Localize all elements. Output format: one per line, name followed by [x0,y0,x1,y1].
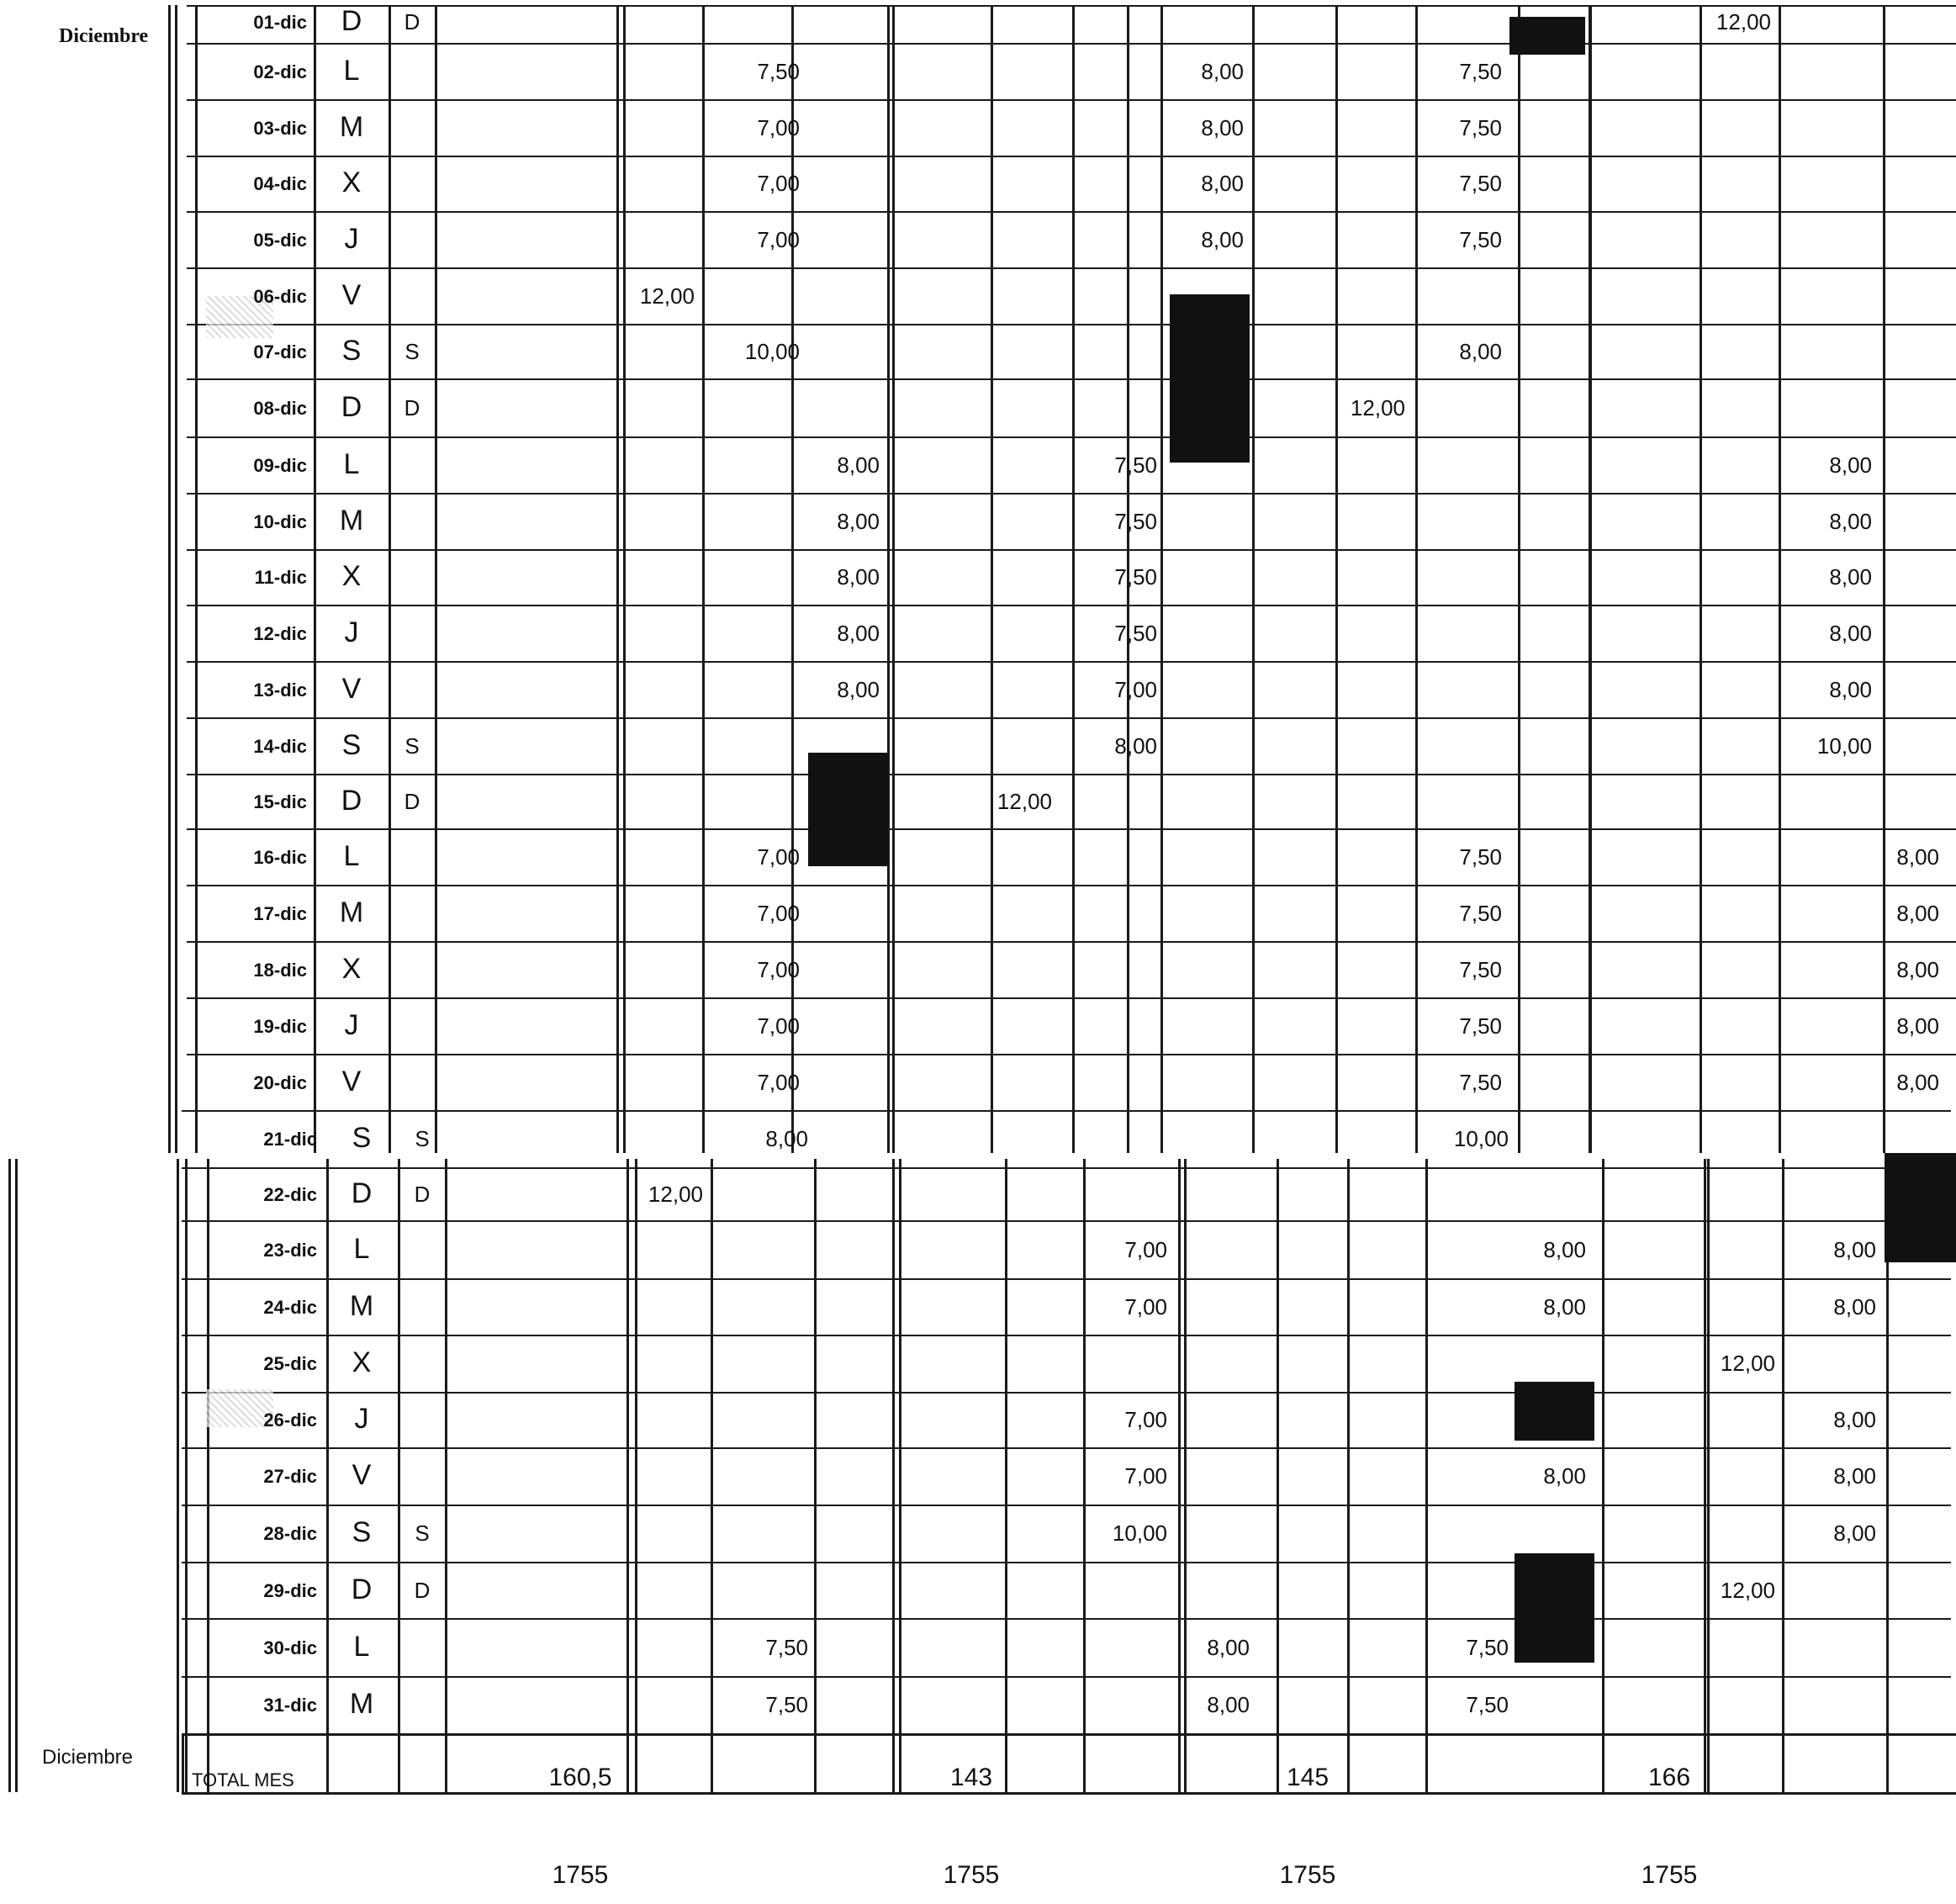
weekday-cell: D [351,1177,373,1209]
weekday-cell: S [352,1516,372,1548]
hours-cell: 7,00 [1124,1407,1167,1432]
hours-cell: 8,00 [1201,114,1244,140]
column-divider [892,5,895,1153]
row-separator [182,1110,1951,1112]
row-separator [187,549,1956,551]
row-separator [187,43,1956,45]
hours-cell: 8,00 [1829,508,1872,534]
column-divider [168,5,171,1153]
weekday-cell: X [341,560,362,592]
date-cell: 05-dic [253,229,307,251]
weekend-mark: S [415,1126,430,1151]
row-separator [187,885,1956,886]
redacted-cell [1885,1153,1956,1262]
month-label-bottom: Diciembre [42,1746,134,1769]
row-separator [187,1054,1956,1055]
column-divider [195,5,198,1153]
hours-cell: 8,00 [1543,1463,1586,1489]
date-cell: 30-dic [263,1637,317,1658]
date-cell: 25-dic [263,1353,317,1374]
hours-cell: 8,00 [837,564,880,590]
weekday-cell: J [344,616,359,648]
hours-cell: 8,00 [1543,1407,1586,1432]
weekday-cell: S [352,1122,372,1154]
weekday-cell: D [341,4,362,37]
date-cell: 19-dic [253,1015,307,1037]
column-divider [892,1159,895,1792]
weekend-mark: S [404,733,420,759]
annual-total: 1755 [1641,1861,1698,1889]
column-divider [635,1159,637,1792]
hours-cell: 12,00 [1350,394,1405,420]
hours-cell: 7,50 [1459,114,1502,140]
column-divider [175,5,177,1153]
weekday-cell: X [341,167,362,198]
hours-cell: 7,50 [1459,900,1502,926]
weekday-cell: V [341,278,362,311]
row-separator [187,211,1956,213]
column-divider [899,1159,901,1792]
hours-cell: 10,00 [1112,1521,1167,1546]
weekday-cell: D [341,784,362,817]
column-divider [1335,5,1338,1153]
weekday-cell: L [343,839,360,872]
hours-cell: 7,50 [1459,58,1502,84]
column-divider [398,1159,400,1792]
weekday-cell: V [341,1065,362,1097]
date-cell: 27-dic [263,1466,317,1487]
hours-cell: 12,00 [997,788,1052,814]
hours-cell: 8,00 [1896,1013,1939,1039]
date-cell: 16-dic [253,846,307,868]
column-divider [15,1159,18,1792]
column-divider [1347,1159,1350,1792]
column-divider [185,1159,188,1792]
hours-cell: 7,50 [757,58,800,84]
hours-cell: 7,00 [757,226,800,252]
hours-cell: 12,00 [1720,1577,1775,1603]
row-separator [187,99,1956,101]
month-label-top: Diciembre [59,25,149,47]
hours-cell: 8,00 [1833,1463,1876,1489]
row-separator [187,828,1956,830]
row-separator [182,1733,1956,1736]
weekday-cell: M [349,1289,374,1322]
hours-cell: 12,00 [639,283,695,309]
weekday-cell: V [341,672,362,705]
column-divider [1083,1159,1086,1792]
date-cell: 17-dic [253,902,307,924]
date-cell: 22-dic [263,1183,317,1205]
weekday-cell: J [344,1008,359,1041]
hours-cell: 7,50 [1114,508,1157,534]
row-separator [187,941,1956,943]
hours-cell: 8,00 [1896,956,1939,982]
hours-cell: 7,50 [1114,564,1157,590]
hours-cell: 7,00 [1124,1293,1167,1320]
date-cell: 28-dic [263,1523,317,1544]
month-total: 143 [949,1764,993,1791]
hours-cell: 8,00 [1207,1634,1250,1660]
hours-cell: 7,50 [1459,171,1502,196]
hours-cell: 8,00 [1829,676,1872,702]
date-cell: 18-dic [253,959,307,981]
date-cell: 13-dic [253,679,307,701]
date-cell: 08-dic [253,397,307,419]
hours-cell: 7,00 [1124,1463,1167,1489]
hours-cell: 7,00 [757,1069,800,1095]
weekday-cell: M [339,110,364,143]
row-separator [187,493,1956,495]
date-cell: 02-dic [253,61,307,82]
row-separator [187,774,1956,775]
weekend-mark: D [404,394,420,420]
total-line [182,1792,1956,1795]
date-cell: 14-dic [253,735,307,757]
row-separator [187,661,1956,663]
column-divider [814,1159,817,1792]
row-separator [187,156,1956,157]
column-divider [702,5,705,1153]
column-divider [435,5,437,1153]
row-separator [187,436,1956,438]
row-separator [187,997,1956,999]
hours-cell: 8,00 [1896,844,1939,870]
annual-total: 1755 [943,1861,1000,1889]
column-divider [389,5,391,1153]
hours-cell: 8,00 [765,1126,808,1151]
hours-cell: 8,00 [1114,733,1157,759]
month-total: 145 [1286,1764,1330,1791]
weekday-cell: X [352,1346,372,1378]
hours-cell: 8,00 [1201,226,1244,252]
date-cell: 12-dic [253,622,307,644]
date-cell: 01-dic [253,11,307,33]
hours-cell: 8,00 [1459,338,1502,364]
row-separator [187,378,1956,380]
hours-cell: 8,00 [1201,171,1244,196]
date-cell: 03-dic [253,117,307,139]
column-divider [1602,1159,1604,1792]
column-divider [314,5,316,1153]
hours-cell: 8,00 [1833,1407,1876,1432]
date-cell: 23-dic [263,1239,317,1261]
weekday-cell: J [354,1403,369,1435]
hours-cell: 7,00 [757,956,800,982]
row-separator [187,267,1956,269]
column-divider [1415,5,1418,1153]
date-cell: 10-dic [253,510,307,532]
date-cell: 24-dic [263,1296,317,1318]
annual-total: 1755 [1279,1861,1336,1889]
hours-cell: 8,00 [837,508,880,534]
date-cell: 06-dic [253,285,307,307]
row-separator [187,717,1956,719]
weekday-cell: M [339,504,364,537]
date-cell: 15-dic [253,791,307,812]
month-total: 166 [1647,1764,1691,1791]
column-divider [1277,1159,1279,1792]
date-cell: 11-dic [254,567,307,588]
hours-cell: 8,00 [1833,1293,1876,1320]
column-divider [177,1159,179,1792]
column-divider [1425,1159,1428,1792]
column-divider [1704,1159,1706,1792]
date-cell: 21-dic [263,1129,317,1150]
row-separator [187,324,1956,325]
hours-cell: 7,00 [1114,676,1157,702]
weekend-mark: D [414,1181,431,1207]
hours-cell: 7,00 [757,844,800,870]
column-divider [623,5,626,1153]
column-divider [1782,1159,1784,1792]
weekend-mark: S [415,1521,430,1546]
redacted-cell [1509,17,1585,55]
column-divider [1252,5,1255,1153]
hours-cell: 8,00 [1829,564,1872,590]
total-label: TOTAL MES [192,1769,294,1790]
column-divider [8,1159,11,1792]
weekday-cell: M [349,1688,374,1720]
redacted-cell [808,753,888,866]
hours-cell: 7,50 [1459,226,1502,252]
date-cell: 26-dic [263,1409,317,1431]
hours-cell: 8,00 [1896,900,1939,926]
hours-cell: 10,00 [1816,733,1872,759]
hours-cell: 7,00 [757,1013,800,1039]
weekday-cell: S [341,334,362,367]
hours-cell: 8,00 [1543,1293,1586,1320]
month-total: 160,5 [548,1764,612,1791]
hours-cell: 7,50 [1466,1634,1509,1660]
weekend-mark: S [404,338,420,364]
weekday-cell: L [353,1630,370,1663]
date-cell: 29-dic [263,1579,317,1601]
column-divider [616,5,619,1153]
annual-total: 1755 [552,1861,609,1889]
row-separator [187,605,1956,606]
column-divider [207,1159,209,1792]
weekday-cell: V [352,1459,372,1491]
hours-cell: 7,00 [1124,1236,1167,1262]
hours-cell: 7,50 [1459,1013,1502,1039]
hours-cell: 7,00 [757,114,800,140]
hours-cell: 8,00 [837,452,880,478]
date-cell: 20-dic [253,1071,307,1093]
hours-cell: 7,50 [1459,844,1502,870]
hours-cell: 7,00 [757,171,800,196]
hours-cell: 8,00 [1833,1236,1876,1262]
hours-cell: 12,00 [648,1181,703,1207]
date-cell: 07-dic [253,341,307,362]
hours-cell: 8,00 [1833,1521,1876,1546]
weekday-cell: S [341,728,362,761]
column-divider [1700,5,1702,1153]
hours-cell: 12,00 [1720,1351,1775,1376]
weekend-mark: D [414,1577,431,1603]
hours-cell: 10,00 [1453,1126,1509,1151]
weekday-cell: D [341,390,362,423]
hours-cell: 8,00 [1829,620,1872,646]
hours-cell: 7,50 [765,1634,808,1660]
hours-cell: 8,00 [1201,58,1244,84]
column-divider [1707,1159,1710,1792]
column-divider [1779,5,1781,1153]
column-divider [991,5,993,1153]
weekday-cell: L [353,1232,370,1265]
date-cell: 31-dic [263,1695,317,1716]
date-cell: 09-dic [253,454,307,476]
weekday-cell: X [341,952,362,985]
column-divider [1589,5,1591,1153]
weekday-cell: L [343,447,360,480]
hours-cell: 7,50 [1466,1692,1509,1717]
column-divider [626,1159,629,1792]
weekday-cell: D [351,1573,373,1605]
hours-cell: 8,00 [1207,1692,1250,1717]
column-divider [445,1159,447,1792]
column-divider [1160,5,1163,1153]
column-divider [887,5,890,1153]
weekend-mark: D [404,788,420,814]
hours-cell: 8,00 [837,620,880,646]
hours-cell: 10,00 [744,338,800,364]
hours-cell: 7,50 [1459,1069,1502,1095]
hours-cell: 12,00 [1715,8,1771,34]
column-divider [1072,5,1075,1153]
redacted-cell [1515,1553,1594,1663]
weekday-cell: J [344,222,359,255]
redacted-cell [1170,294,1250,463]
hours-cell: 8,00 [1543,1236,1586,1262]
date-cell: 04-dic [253,173,307,194]
column-divider [711,1159,713,1792]
hours-cell: 7,50 [765,1692,808,1717]
hours-cell: 8,00 [837,676,880,702]
weekend-mark: D [404,8,420,34]
hours-cell: 8,00 [1829,452,1872,478]
column-divider [1005,1159,1007,1792]
row-separator [187,5,1956,7]
weekday-cell: L [343,54,360,87]
hours-cell: 7,50 [1459,956,1502,982]
hours-cell: 7,00 [757,900,800,926]
column-divider [1518,5,1520,1153]
hours-cell: 7,50 [1114,452,1157,478]
left-border [182,1733,184,1794]
hours-cell: 8,00 [1896,1069,1939,1095]
hours-cell: 7,50 [1114,620,1157,646]
weekday-cell: M [339,896,364,928]
